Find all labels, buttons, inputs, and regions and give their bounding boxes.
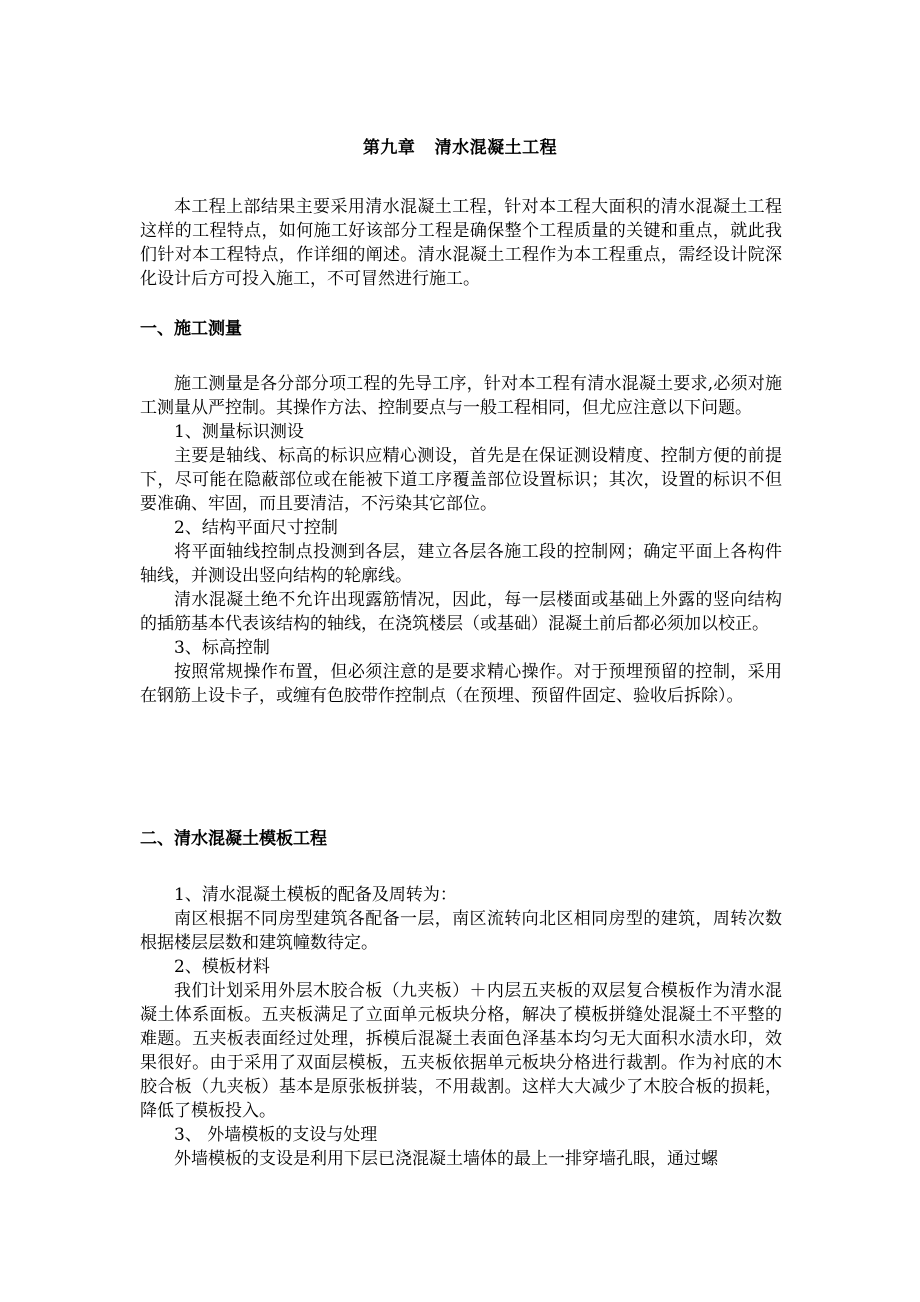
subheading: 3、标高控制 xyxy=(174,638,270,658)
subheading: 2、结构平面尺寸控制 xyxy=(174,518,338,538)
intro-block xyxy=(140,195,782,291)
body-paragraph: 清水混凝土绝不允许出现露筋情况，因此，每一层楼面或基础上外露的竖向结构的插筋基本代表该结构的轴线，在浇筑楼层（或基础）混凝土前后都必须加以校正。 xyxy=(140,590,782,634)
subheading: 2、模板材料 xyxy=(174,957,270,977)
body-paragraph: 将平面轴线控制点投测到各层，建立各层各施工段的控制网；确定平面上各构件轴线，并测设出竖向结构的轮廓线。 xyxy=(140,542,782,586)
body-paragraph: 施工测量是各分部分项工程的先导工序，针对本工程有清水混凝土要求,必须对施工测量从严控制。其操作方法、控制要点与一般工程相同，但尤应注意以下问题。 xyxy=(140,374,782,418)
intro-paragraph: 本工程上部结果主要采用清水混凝土工程，针对本工程大面积的清水混凝土工程这样的工程特点，如何施工好该部分工程是确保整个工程质量的关键和重点，就此我们针对本工程特点，作详细的阐述。清水混凝土工程作为本工程重点，需经设计院深化设计后方可投入施工，不可冒然进行施工。 xyxy=(140,197,782,289)
chapter-title: 第九章 清水混凝土工程 xyxy=(362,138,558,158)
body-paragraph: 南区根据不同房型建筑各配备一层，南区流转向北区相同房型的建筑，周转次数根据楼层层数和建筑幢数待定。 xyxy=(140,909,782,953)
subheading: 1、清水混凝土模板的配备及周转为： xyxy=(174,885,457,905)
body-paragraph: 我们计划采用外层木胶合板（九夹板）＋内层五夹板的双层复合模板作为清水混凝土体系面板。五夹板满足了立面单元板块分格，解决了模板拼缝处混凝土不平整的难题。五夹板表面经过处理，拆模后混凝土表面色泽基本均匀无大面积水渍水印，效果很好。由于采用了双面层模板，五夹板依据单元板块分格进行裁割。作为衬底的木胶合板（九夹板）基本是原张板拼装，不用裁割。这样大大减少了木胶合板的损耗，降低了模板投入。 xyxy=(140,981,782,1121)
body-paragraph: 按照常规操作布置，但必须注意的是要求精心操作。对于预埋预留的控制，采用在钢筋上设卡子，或缠有色胶带作控制点（在预埋、预留件固定、验收后拆除）。 xyxy=(140,662,782,706)
section-heading-formwork: 二、清水混凝土模板工程 xyxy=(140,829,327,849)
body-paragraph: 主要是轴线、标高的标识应精心测设，首先是在保证测设精度、控制方便的前提下，尽可能在隐蔽部位或在能被下道工序覆盖部位设置标识；其次，设置的标识不但要准确、牢固，而且要清洁，不污染其它部位。 xyxy=(140,446,782,514)
subheading: 1、测量标识测设 xyxy=(174,422,304,442)
body-paragraph: 外墙模板的支设是利用下层已浇混凝土墙体的最上一排穿墙孔眼，通过螺 xyxy=(174,1149,718,1169)
section-formwork-body xyxy=(140,883,782,1171)
subheading: 3、 外墙模板的支设与处理 xyxy=(174,1125,378,1145)
section-heading-survey: 一、施工测量 xyxy=(140,319,242,339)
section-survey-body xyxy=(140,372,782,708)
